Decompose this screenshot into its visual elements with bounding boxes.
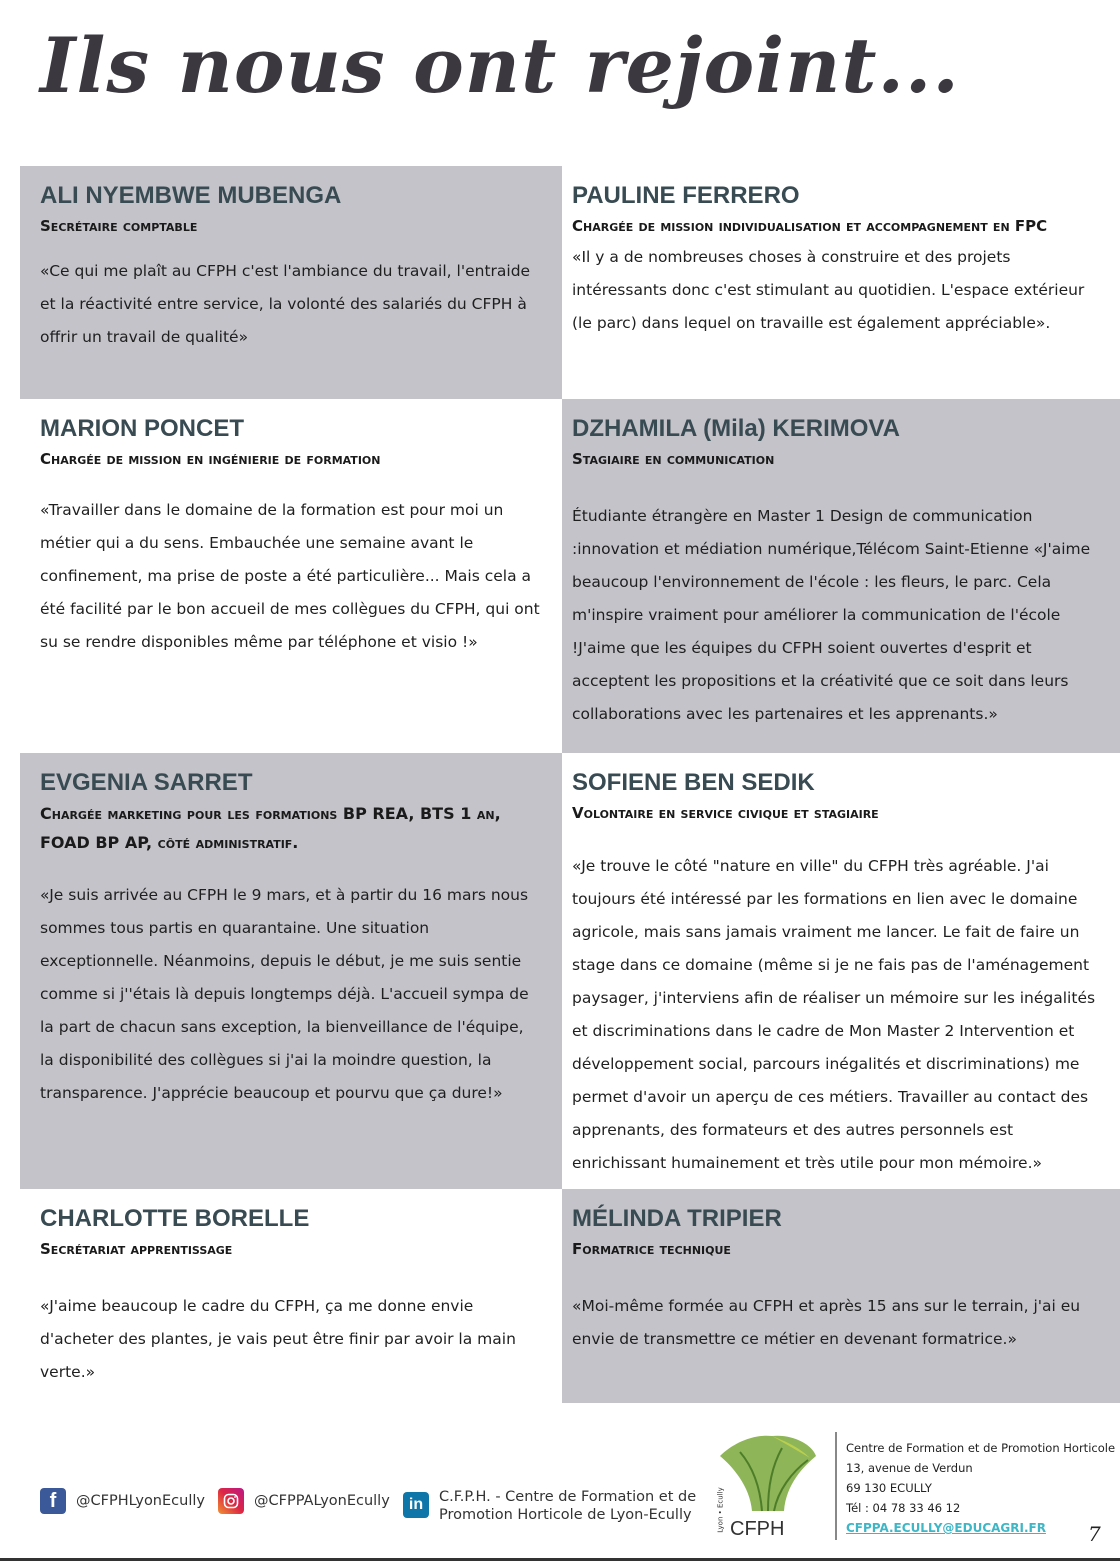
person-name: CHARLOTTE BORELLE [40,1205,310,1232]
person-quote: «Ce qui me plaît au CFPH c'est l'ambiance du travail, l'entraide et la réactivité entre service, la volonté des salariés du CFPH à offrir un travail de qualité» [40,262,531,346]
person-card [562,399,1120,753]
person-name: ALI NYEMBWE MUBENGA [40,182,342,209]
person-quote: Étudiante étrangère en Master 1 Design de communication :innovation et médiation numérique,Télécom Saint-Etienne «J'aime beaucoup l'environnement de l'école : les fleurs, le parc. Cela m'inspire vraiment pour améliorer la communication de l'école !J'aime que les équipes du CFPH soient ouvertes d'esprit et acceptent les propositions et la créativité que ce soit dans leurs collaborations avec les partenaires et les apprenants.» [572,507,1091,723]
logo-text: CFPH [730,1518,785,1540]
linkedin-icon: in [403,1492,429,1518]
person-card [20,753,562,1189]
person-role: Formatrice technique [572,1240,731,1258]
facebook-icon: f [40,1488,66,1514]
person-card [20,1189,562,1403]
person-name: MARION PONCET [40,415,244,442]
address-name: Centre de Formation et de Promotion Horticole [846,1441,1116,1455]
row-1 [20,166,1120,399]
logo-subtext: Lyon • Ecully [716,1487,725,1533]
person-name: MÉLINDA TRIPIER [572,1205,782,1232]
person-role: Secrétariat apprentissage [40,1240,233,1258]
person-card [562,1189,1120,1403]
row-3 [20,753,1120,1189]
person-card [20,166,562,399]
people-grid [20,166,1120,1403]
row-4 [20,1189,1120,1403]
bottom-rule [0,1558,1120,1561]
person-quote: «Je trouve le côté "nature en ville" du CFPH très agréable. J'ai toujours été intéressé par les formations en lien avec le domaine agricole, mais sans jamais vraiment me lancer. Le fait de faire un stage dans ce domaine (même si je ne fais pas de l'aménagement paysager, j'interviens afin de réaliser un mémoire sur les inégalités et discriminations dans le cadre de Mon Master 2 Intervention et développement social, parcours inégalités et discriminations) me permet d'avoir un aperçu de ces métiers. Travailler au contact des apprenants, des formateurs et des autres personnels est enrichissant humainement et très utile pour mon mémoire.» [572,857,1096,1172]
page-number: 7 [1088,1522,1101,1546]
address-email[interactable]: CFPPA.ECULLY@EDUCAGRI.FR [846,1521,1046,1535]
person-name: PAULINE FERRERO [572,182,800,209]
person-name: SOFIENE BEN SEDIK [572,769,815,796]
person-name: EVGENIA SARRET [40,769,253,796]
linkedin-link[interactable] [403,1488,703,1524]
row-2 [20,399,1120,753]
person-quote: «J'aime beaucoup le cadre du CFPH, ça me donne envie d'acheter des plantes, je vais peut être finir par avoir la main verte.» [40,1297,516,1381]
address-phone: Tél : 04 78 33 46 12 [846,1501,961,1515]
linkedin-name: C.F.P.H. - Centre de Formation et de Promotion Horticole de Lyon-Ecully [439,1489,697,1523]
person-role: Stagiaire en communication [572,450,775,468]
person-quote: «Moi-même formée au CFPH et après 15 ans sur le terrain, j'ai eu envie de transmettre ce métier en devenant formatrice.» [572,1297,1081,1348]
address-street: 13, avenue de Verdun [846,1461,973,1475]
person-role: Chargée de mission en ingénierie de formation [40,450,381,468]
instagram-icon [218,1488,244,1514]
person-quote: «Je suis arrivée au CFPH le 9 mars, et à partir du 16 mars nous sommes tous partis en quarantaine. Une situation exceptionnelle. Néanmoins, depuis le début, je me suis sentie comme si j''étais là depuis longtemps déjà. L'accueil sympa de la part de chacun sans exception, la bienveillance de l'équipe, la disponibilité des collègues si j'ai la moindre question, la transparence. J'apprécie beaucoup et pourvu que ça dure!» [40,886,529,1102]
address-city: 69 130 ECULLY [846,1481,932,1495]
person-card [562,166,1120,399]
person-role: Volontaire en service civique et stagiaire [572,804,879,822]
ginkgo-leaf-icon [712,1426,822,1516]
footer-divider [835,1432,837,1540]
person-role: Secrétaire comptable [40,217,198,235]
address-block [846,1438,1115,1538]
person-card [20,399,562,753]
person-quote: «Il y a de nombreuses choses à construire et des projets intéressants donc c'est stimulant au quotidien. L'espace extérieur (le parc) dans lequel on travaille est également appréciable». [572,248,1085,332]
person-quote: «Travailler dans le domaine de la formation est pour moi un métier qui a du sens. Embauchée une semaine avant le confinement, ma prise de poste a été particulière... Mais cela a été facilité par le bon accueil de mes collègues du CFPH, qui ont su se rendre disponibles même par téléphone et visio !» [40,501,540,651]
person-role: Chargée marketing pour les formations BP REA, BTS 1 an, FOAD BP AP, côté administratif. [40,804,501,852]
instagram-handle: @CFPPALyonEcully [254,1493,390,1509]
person-card [562,753,1120,1189]
cfph-logo [712,1426,822,1546]
facebook-handle: @CFPHLyonEcully [76,1493,205,1509]
person-role: Chargée de mission individualisation et accompagnement en FPC [572,217,1048,235]
instagram-link[interactable] [218,1488,390,1514]
facebook-link[interactable] [40,1488,205,1514]
page-title: Ils nous ont rejoint... [40,21,960,110]
person-name: DZHAMILA (Mila) KERIMOVA [572,415,900,442]
